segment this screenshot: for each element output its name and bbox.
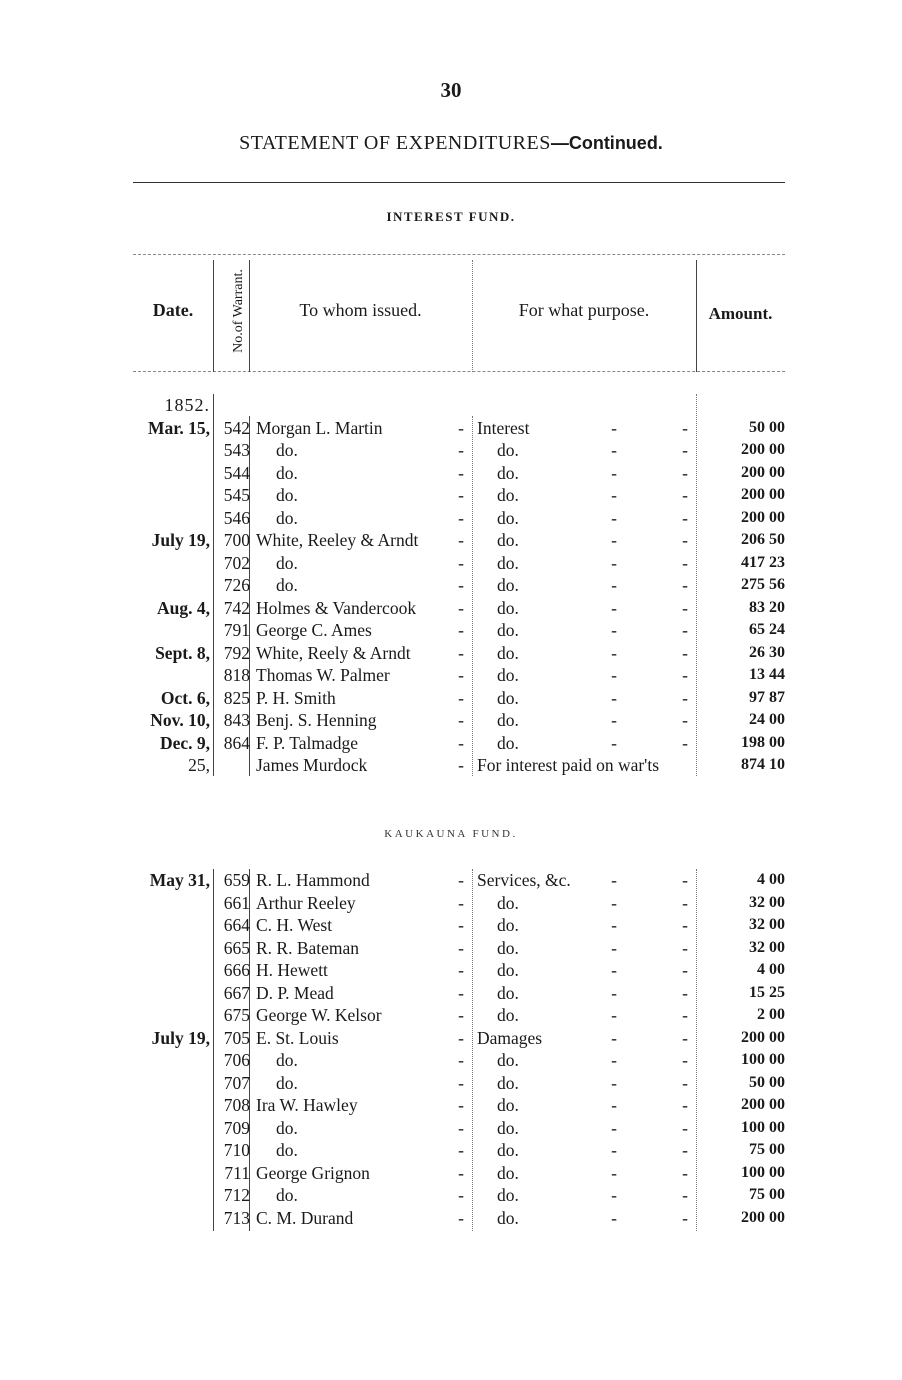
row-purpose: do. (497, 1072, 519, 1093)
table-row (133, 754, 793, 777)
leader-dash: - (682, 982, 688, 1003)
page-title-main: STATEMENT OF EXPENDITURES (239, 132, 551, 154)
row-payee: do. (276, 507, 298, 528)
leader-dash: - (458, 665, 464, 685)
table-row (133, 1139, 793, 1162)
leader-dash: - (611, 1140, 617, 1160)
table-header (133, 254, 785, 372)
row-warrant-number: 706 (223, 1050, 250, 1070)
row-payee: George C. Ames (256, 620, 372, 640)
header-divider (213, 260, 214, 372)
leader-dash: - (611, 732, 617, 753)
leader-dash: - (611, 1027, 617, 1048)
leader-dash: - (458, 755, 464, 775)
row-warrant-number: 546 (223, 507, 250, 528)
row-payee: do. (276, 1117, 298, 1138)
row-date: July 19, (151, 1027, 210, 1048)
leader-dash: - (682, 665, 688, 685)
row-purpose: Interest (477, 417, 530, 438)
row-purpose: do. (497, 960, 519, 980)
row-amount: 75 00 (749, 1186, 785, 1203)
row-warrant-number: 825 (223, 687, 250, 708)
leader-dash: - (682, 597, 688, 618)
row-amount: 13 44 (749, 666, 785, 683)
row-warrant-number: 544 (223, 462, 250, 483)
row-purpose: do. (497, 485, 519, 505)
leader-dash: - (458, 937, 464, 958)
leader-dash: - (458, 1005, 464, 1025)
leader-dash: - (458, 552, 464, 573)
row-purpose: do. (497, 892, 519, 913)
table-row (133, 664, 793, 687)
leader-dash: - (682, 507, 688, 528)
leader-dash: - (682, 1185, 688, 1205)
row-payee: do. (276, 1050, 298, 1070)
table-row (133, 709, 793, 732)
row-payee: E. St. Louis (256, 1027, 339, 1048)
row-payee: Ira W. Hawley (256, 1095, 358, 1115)
table-row (133, 1027, 793, 1050)
row-purpose: do. (497, 687, 519, 708)
table-row (133, 462, 793, 485)
leader-dash: - (611, 507, 617, 528)
row-purpose: do. (497, 1095, 519, 1115)
leader-dash: - (682, 870, 688, 890)
leader-dash: - (611, 1072, 617, 1093)
leader-dash: - (682, 1095, 688, 1115)
row-payee: do. (276, 575, 298, 595)
leader-dash: - (611, 1117, 617, 1138)
row-amount: 200 00 (741, 1028, 785, 1046)
row-amount: 100 00 (741, 1163, 785, 1181)
leader-dash: - (682, 1050, 688, 1070)
row-payee: F. P. Talmadge (256, 732, 359, 753)
row-date: Dec. 9, (159, 732, 210, 753)
leader-dash: - (611, 552, 617, 573)
page-title (0, 132, 902, 155)
row-purpose: do. (497, 552, 519, 573)
year-row (133, 394, 793, 417)
leader-dash: - (458, 1185, 464, 1205)
row-purpose: do. (497, 982, 519, 1003)
page-number: 30 (440, 78, 462, 102)
row-amount: 26 30 (749, 643, 785, 661)
row-warrant-number: 708 (223, 1095, 250, 1115)
table-row (133, 1049, 793, 1072)
table-row (133, 439, 793, 462)
row-amount: 50 00 (749, 1073, 785, 1091)
leader-dash: - (458, 642, 464, 663)
table-row (133, 937, 793, 960)
table-row (133, 642, 793, 665)
row-amount: 200 00 (741, 508, 785, 526)
table-row (133, 892, 793, 915)
table-row (133, 1004, 793, 1027)
row-purpose: Services, &c. (477, 870, 571, 890)
row-warrant-number: 543 (223, 440, 250, 460)
row-amount: 200 00 (741, 463, 785, 481)
table-row (133, 507, 793, 530)
table-row (133, 1094, 793, 1117)
header-top-rule (133, 254, 785, 255)
leader-dash: - (682, 620, 688, 640)
row-amount: 32 00 (749, 893, 785, 911)
header-bottom-rule (133, 371, 785, 372)
leader-dash: - (611, 1207, 617, 1228)
leader-dash: - (682, 1140, 688, 1160)
row-amount: 50 00 (749, 418, 785, 436)
row-purpose: do. (497, 642, 519, 663)
row-warrant-number: 710 (223, 1140, 250, 1160)
leader-dash: - (682, 1027, 688, 1048)
row-purpose: do. (497, 732, 519, 753)
row-amount: 200 00 (741, 1096, 785, 1113)
row-amount: 874 10 (741, 756, 785, 773)
leader-dash: - (611, 1005, 617, 1025)
leader-dash: - (458, 597, 464, 618)
row-amount: 100 00 (741, 1051, 785, 1068)
interest-fund-table (133, 394, 793, 777)
leader-dash: - (611, 485, 617, 505)
leader-dash: - (458, 620, 464, 640)
leader-dash: - (611, 710, 617, 730)
row-warrant-number: 726 (223, 575, 250, 595)
row-purpose: do. (497, 507, 519, 528)
row-warrant-number: 542 (223, 417, 250, 438)
leader-dash: - (682, 462, 688, 483)
table-row (133, 1117, 793, 1140)
leader-dash: - (458, 1207, 464, 1228)
row-purpose: do. (497, 710, 519, 730)
row-warrant-number: 818 (223, 665, 250, 685)
row-payee: R. L. Hammond (256, 870, 370, 890)
leader-dash: - (682, 440, 688, 460)
leader-dash: - (611, 937, 617, 958)
leader-dash: - (611, 870, 617, 890)
row-date: Sept. 8, (155, 642, 210, 663)
leader-dash: - (682, 1117, 688, 1138)
table-row (133, 982, 793, 1005)
leader-dash: - (682, 1005, 688, 1025)
row-warrant-number: 712 (223, 1185, 250, 1205)
row-purpose: do. (497, 440, 519, 460)
row-payee: Arthur Reeley (256, 892, 356, 913)
leader-dash: - (611, 687, 617, 708)
leader-dash: - (458, 915, 464, 935)
row-date: 25, (188, 755, 210, 775)
leader-dash: - (458, 485, 464, 505)
row-payee: do. (276, 1185, 298, 1205)
row-date: July 19, (151, 530, 210, 550)
row-amount: 32 00 (749, 916, 785, 933)
kaukauna-fund-title: KAUKAUNA FUND. (384, 828, 518, 840)
leader-dash: - (682, 937, 688, 958)
row-purpose: do. (497, 1140, 519, 1160)
leader-dash: - (682, 687, 688, 708)
leader-dash: - (682, 530, 688, 550)
leader-dash: - (611, 575, 617, 595)
leader-dash: - (682, 417, 688, 438)
table-row (133, 1072, 793, 1095)
leader-dash: - (611, 530, 617, 550)
row-payee: do. (276, 552, 298, 573)
row-amount: 75 00 (749, 1141, 785, 1158)
row-amount: 275 56 (741, 576, 785, 593)
row-payee: White, Reeley & Arndt (256, 530, 419, 550)
row-amount: 4 00 (757, 871, 785, 888)
leader-dash: - (458, 507, 464, 528)
row-warrant-number: 659 (223, 870, 250, 890)
row-amount: 198 00 (741, 733, 785, 751)
header-warrant: No.of Warrant. (231, 269, 246, 353)
row-warrant-number: 791 (223, 620, 250, 640)
leader-dash: - (611, 960, 617, 980)
leader-dash: - (458, 732, 464, 753)
kaukauna-rows (133, 869, 793, 1229)
row-amount: 200 00 (741, 1208, 785, 1226)
row-warrant-number: 742 (223, 597, 250, 618)
leader-dash: - (611, 982, 617, 1003)
leader-dash: - (611, 417, 617, 438)
table-row (133, 869, 793, 892)
row-purpose: do. (497, 575, 519, 595)
row-warrant-number: 666 (223, 960, 250, 980)
row-date: Nov. 10, (150, 710, 210, 730)
header-to-whom: To whom issued. (299, 300, 422, 320)
row-warrant-number: 709 (223, 1117, 250, 1138)
row-payee: George W. Kelsor (256, 1005, 382, 1025)
table-row (133, 552, 793, 575)
row-payee: H. Hewett (256, 960, 328, 980)
leader-dash: - (682, 575, 688, 595)
table-row (133, 619, 793, 642)
row-warrant-number: 792 (223, 642, 250, 663)
row-date: Aug. 4, (157, 597, 210, 618)
row-payee: D. P. Mead (256, 982, 334, 1003)
row-payee: R. R. Bateman (256, 937, 360, 958)
row-warrant-number: 864 (223, 732, 250, 753)
row-payee: White, Reely & Arndt (256, 642, 411, 663)
leader-dash: - (458, 982, 464, 1003)
leader-dash: - (682, 960, 688, 980)
leader-dash: - (458, 1027, 464, 1048)
table-row (133, 959, 793, 982)
row-amount: 15 25 (749, 983, 785, 1001)
leader-dash: - (458, 530, 464, 550)
interest-rows (133, 417, 793, 777)
row-warrant-number: 545 (223, 485, 250, 505)
row-payee: do. (276, 1140, 298, 1160)
row-payee: C. H. West (256, 915, 333, 935)
header-amount: Amount. (708, 304, 773, 323)
row-purpose: do. (497, 1162, 519, 1183)
leader-dash: - (682, 1162, 688, 1183)
row-payee: C. M. Durand (256, 1207, 354, 1228)
row-payee: James Murdock (256, 755, 368, 775)
leader-dash: - (458, 892, 464, 913)
header-date: Date. (152, 300, 194, 320)
row-amount: 32 00 (749, 938, 785, 956)
leader-dash: - (611, 1050, 617, 1070)
row-payee: do. (276, 440, 298, 460)
leader-dash: - (458, 462, 464, 483)
row-amount: 97 87 (749, 688, 785, 706)
leader-dash: - (458, 1050, 464, 1070)
leader-dash: - (682, 1207, 688, 1228)
row-purpose: do. (497, 915, 519, 935)
table-row (133, 732, 793, 755)
row-amount: 200 00 (741, 486, 785, 503)
row-purpose: do. (497, 1050, 519, 1070)
row-payee: Morgan L. Martin (256, 417, 383, 438)
leader-dash: - (682, 485, 688, 505)
leader-dash: - (682, 710, 688, 730)
leader-dash: - (611, 462, 617, 483)
row-purpose: do. (497, 937, 519, 958)
row-warrant-number: 702 (223, 552, 250, 573)
row-payee: George Grignon (256, 1162, 370, 1183)
leader-dash: - (682, 552, 688, 573)
leader-dash: - (458, 687, 464, 708)
row-warrant-number: 705 (223, 1027, 250, 1048)
row-amount: 4 00 (757, 961, 785, 978)
table-row (133, 417, 793, 440)
leader-dash: - (458, 1162, 464, 1183)
leader-dash: - (611, 1185, 617, 1205)
leader-dash: - (458, 440, 464, 460)
leader-dash: - (458, 870, 464, 890)
row-payee: Thomas W. Palmer (256, 665, 390, 685)
table-row (133, 1184, 793, 1207)
row-warrant-number: 713 (223, 1207, 250, 1228)
row-warrant-number: 664 (223, 915, 250, 935)
row-payee: do. (276, 462, 298, 483)
kaukauna-fund-table (133, 869, 793, 1229)
table-row (133, 914, 793, 937)
year-label: 1852. (164, 395, 210, 415)
leader-dash: - (611, 1162, 617, 1183)
row-warrant-number: 667 (223, 982, 250, 1003)
leader-dash: - (611, 440, 617, 460)
row-amount: 24 00 (749, 711, 785, 728)
leader-dash: - (611, 915, 617, 935)
page-title-suffix: —Continued. (550, 133, 663, 153)
row-purpose: do. (497, 620, 519, 640)
table-row (133, 529, 793, 552)
table-row (133, 1162, 793, 1185)
row-warrant-number: 661 (223, 892, 250, 913)
table-row (133, 597, 793, 620)
row-amount: 65 24 (749, 621, 785, 638)
row-purpose: Damages (477, 1027, 543, 1048)
row-purpose: do. (497, 597, 519, 618)
leader-dash: - (682, 642, 688, 663)
row-date: Oct. 6, (160, 687, 210, 708)
leader-dash: - (458, 1140, 464, 1160)
row-payee: Holmes & Vandercook (256, 597, 417, 618)
leader-dash: - (682, 1072, 688, 1093)
leader-dash: - (611, 620, 617, 640)
leader-dash: - (458, 960, 464, 980)
row-amount: 2 00 (757, 1006, 785, 1023)
row-date: Mar. 15, (147, 417, 210, 438)
row-purpose: do. (497, 1117, 519, 1138)
row-amount: 200 00 (741, 441, 785, 458)
row-payee: do. (276, 1072, 298, 1093)
row-purpose: do. (497, 462, 519, 483)
row-date: May 31, (149, 870, 210, 890)
table-row (133, 574, 793, 597)
leader-dash: - (611, 1095, 617, 1115)
table-row (133, 1207, 793, 1230)
row-purpose: do. (497, 1185, 519, 1205)
row-purpose: do. (497, 1207, 519, 1228)
row-warrant-number: 711 (224, 1162, 250, 1183)
leader-dash: - (458, 710, 464, 730)
row-amount: 83 20 (749, 598, 785, 616)
leader-dash: - (458, 575, 464, 595)
row-warrant-number: 675 (223, 1005, 250, 1025)
row-amount: 417 23 (741, 553, 785, 571)
leader-dash: - (611, 665, 617, 685)
top-rule (133, 182, 785, 183)
leader-dash: - (611, 597, 617, 618)
table-row (133, 687, 793, 710)
row-payee: Benj. S. Henning (256, 710, 377, 730)
row-warrant-number: 843 (223, 710, 250, 730)
row-payee: P. H. Smith (256, 687, 336, 708)
row-warrant-number: 700 (223, 530, 250, 550)
row-purpose: do. (497, 665, 519, 685)
leader-dash: - (611, 892, 617, 913)
row-amount: 206 50 (741, 531, 785, 548)
row-payee: do. (276, 485, 298, 505)
leader-dash: - (458, 1072, 464, 1093)
leader-dash: - (458, 1117, 464, 1138)
leader-dash: - (682, 915, 688, 935)
row-amount: 100 00 (741, 1118, 785, 1136)
header-purpose: For what purpose. (518, 300, 650, 320)
leader-dash: - (682, 732, 688, 753)
leader-dash: - (458, 417, 464, 438)
interest-fund-title: INTEREST FUND. (386, 209, 516, 224)
leader-dash: - (682, 892, 688, 913)
row-purpose: For interest paid on war'ts (477, 755, 660, 775)
row-warrant-number: 665 (223, 937, 250, 958)
leader-dash: - (458, 1095, 464, 1115)
row-warrant-number: 707 (223, 1072, 250, 1093)
row-purpose: do. (497, 530, 519, 550)
table-row (133, 484, 793, 507)
row-purpose: do. (497, 1005, 519, 1025)
leader-dash: - (611, 642, 617, 663)
